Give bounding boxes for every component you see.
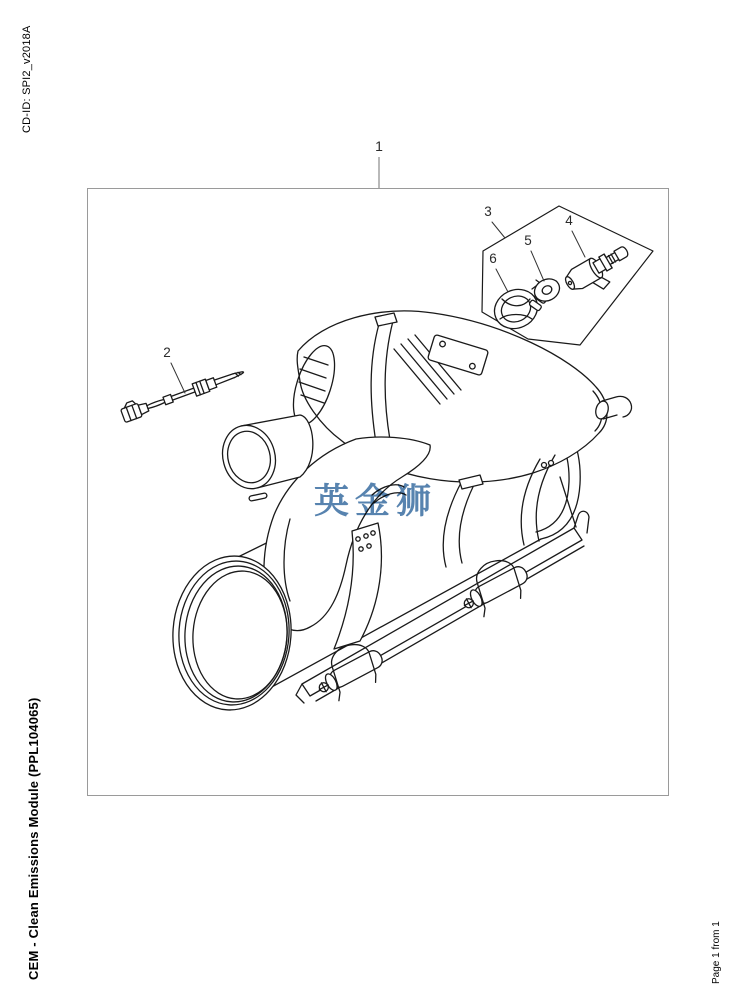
callout-5-label: 5 bbox=[524, 233, 532, 248]
temperature-sensor-drawing bbox=[119, 362, 246, 423]
callout-2-label: 2 bbox=[163, 345, 171, 360]
document-title: CEM - Clean Emissions Module (PPL104065) bbox=[26, 697, 41, 980]
callout-1-label: 1 bbox=[375, 138, 383, 154]
page-indicator: Page 1 from 1 bbox=[711, 921, 722, 984]
valve-sensor-drawing bbox=[562, 241, 638, 304]
cd-id-label: CD-ID: SPI2_v2018A bbox=[21, 25, 33, 133]
callout-6-label: 6 bbox=[489, 251, 497, 266]
callout-4-label: 4 bbox=[565, 213, 573, 228]
watermark: 英金狮 bbox=[314, 482, 438, 522]
callout-1-leader-line bbox=[378, 157, 380, 188]
callout-3-label: 3 bbox=[484, 204, 492, 219]
